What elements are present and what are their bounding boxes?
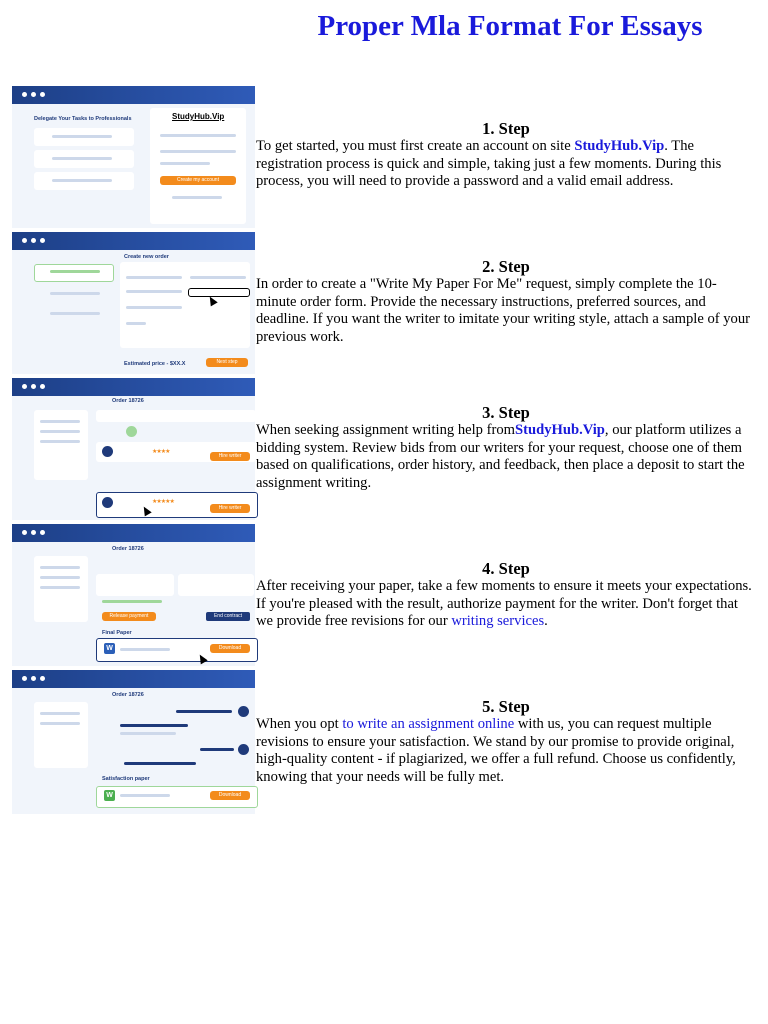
step-text	[256, 138, 756, 190]
create-account-button: Create my account	[160, 176, 236, 185]
step-text-part: When you opt	[256, 716, 343, 733]
step-1	[256, 120, 756, 191]
step-text-part: .	[544, 613, 548, 630]
window-bar	[12, 86, 255, 104]
download-button: Download	[210, 791, 250, 800]
step-heading: 2. Step	[482, 257, 530, 276]
step-text	[256, 422, 756, 492]
studyhub-link[interactable]: StudyHub.Vip	[514, 422, 605, 439]
step-text-part: After receiving your paper, take a few moments to ensure it meets your expectations. If you're pleased with the result, authorize payment for the writer. Don't forget that we provide free revisions for our	[256, 578, 752, 630]
step-text-part: , our platform utilizes a bidding system. Review bids from our writers for your request, choose one of them based on qualifications, order history, and feedback, then place a deposit to start the assignment writing.	[256, 422, 745, 491]
next-step-button: Next step	[206, 358, 248, 367]
satisfaction-paper-label: Satisfaction paper	[102, 776, 150, 782]
estimated-price: Estimated price - $XX.X	[124, 361, 186, 367]
step-text: In order to create a "Write My Paper For Me" request, simply complete the 10-minute order form. Provide the necessary instructions, preferred sources, and deadline. If you want the writer to imitate your writing style, attach a sample of your previous work.	[256, 276, 751, 345]
studyhub-link[interactable]: StudyHub.Vip	[574, 138, 665, 155]
word-document-icon: W	[104, 643, 115, 654]
step-2	[256, 258, 756, 346]
step-text-part: with us, you can request multiple revisions to ensure your satisfaction. We stand by our promise to provide original, high-quality content - if plagiarized, we offer a full refund. Choose us confidently, knowing that your needs will be fully met.	[256, 716, 736, 785]
step-heading: 1. Step	[482, 119, 530, 138]
window-dots-icon	[22, 676, 45, 681]
step-text-part: . The registration process is quick and simple, taking just a few moments. During this process, you will need to provide a password and a valid email address.	[256, 138, 722, 190]
hire-writer-button-2: Hire writer	[210, 504, 250, 513]
end-contract-button: End contract	[206, 612, 250, 621]
window-bar	[12, 524, 255, 542]
screenshot-signup	[12, 86, 255, 228]
window-dots-icon	[22, 384, 45, 389]
screenshot-revisions	[12, 670, 255, 814]
final-paper-label: Final Paper	[102, 630, 132, 636]
screenshot-order-form	[12, 232, 255, 374]
step-text-part: To get started, you must first create an account on site	[256, 138, 575, 155]
download-button: Download	[210, 644, 250, 653]
document-icon: W	[104, 790, 115, 801]
step-heading: 5. Step	[482, 697, 530, 716]
window-bar	[12, 232, 255, 250]
window-dots-icon	[22, 92, 45, 97]
window-dots-icon	[22, 530, 45, 535]
window-dots-icon	[22, 238, 45, 243]
order-number: Order 18726	[112, 546, 144, 552]
step-text	[256, 578, 756, 630]
step-5	[256, 698, 756, 786]
order-number: Order 18726	[112, 692, 144, 698]
step-heading: 3. Step	[482, 403, 530, 422]
hire-writer-button-1: Hire writer	[210, 452, 250, 461]
writing-services-link[interactable]: writing services	[451, 613, 545, 630]
window-bar	[12, 378, 255, 396]
order-number: Order 18726	[112, 398, 144, 404]
screenshot-final-paper	[12, 524, 255, 666]
screenshot-bids: Order 18726 ★★★★ Hire writer ★★★★★ Hire writer	[12, 378, 255, 520]
shot-heading: Create new order	[124, 254, 169, 260]
step-text	[256, 716, 756, 786]
release-payment-button: Release payment	[102, 612, 156, 621]
step-heading: 4. Step	[482, 559, 530, 578]
write-assignment-link[interactable]: to write an assignment online	[342, 716, 515, 733]
window-bar	[12, 670, 255, 688]
shot-heading: Delegate Your Tasks to Professionals	[34, 116, 132, 122]
step-text-part: When seeking assignment writing help from	[256, 422, 515, 439]
page-title: Proper Mla Format For Essays	[317, 10, 703, 42]
shot-logo: StudyHub.Vip	[172, 112, 225, 121]
step-3	[256, 404, 756, 492]
step-4	[256, 560, 756, 631]
